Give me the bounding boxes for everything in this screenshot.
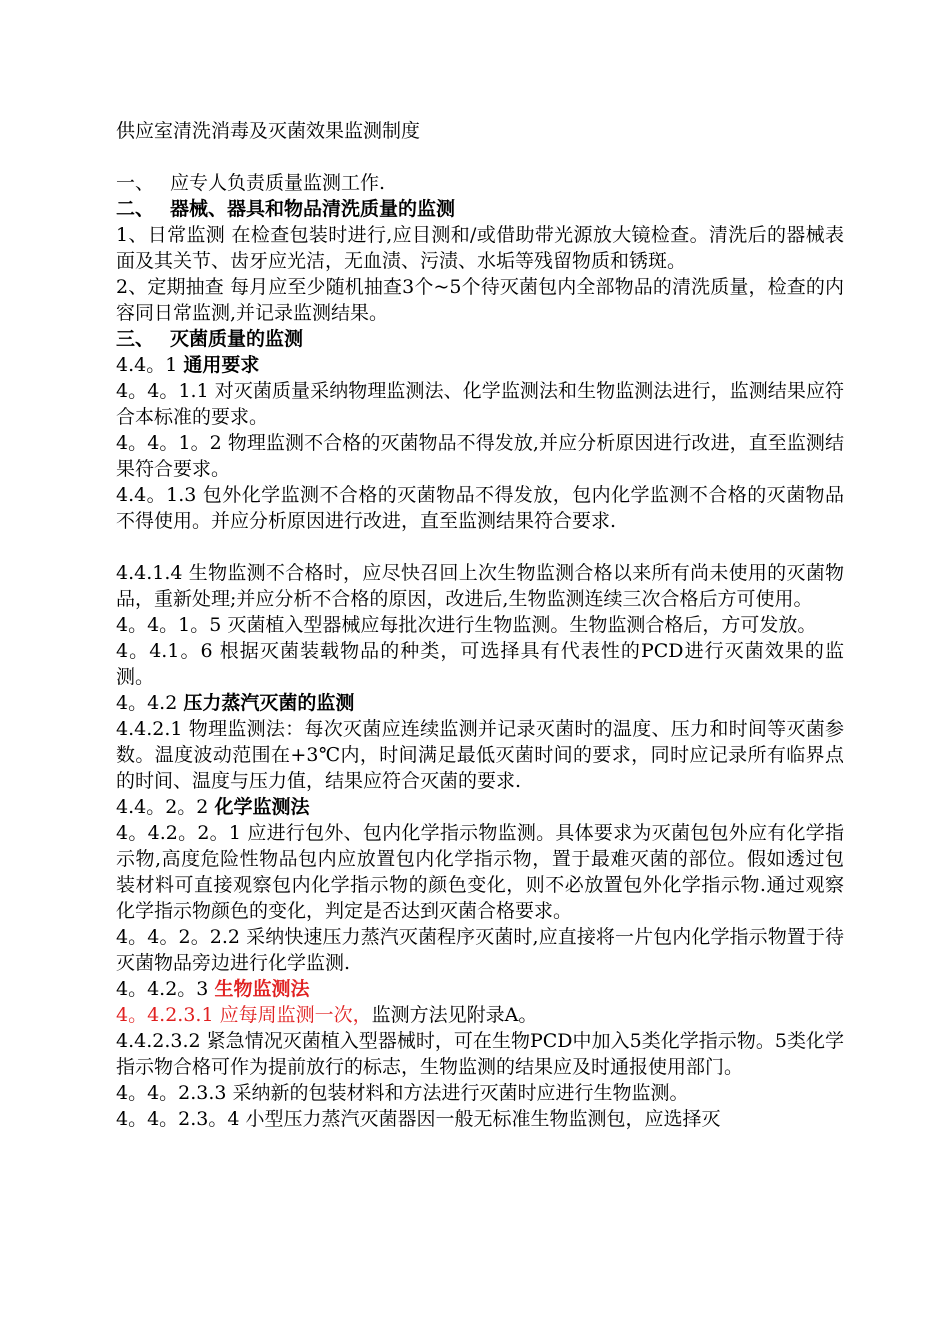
section-1-text: 应专人负责质量监测工作. bbox=[170, 172, 386, 194]
section-1 bbox=[116, 170, 844, 196]
section-2-heading bbox=[116, 196, 844, 222]
document-title: 供应室清洗消毒及灭菌效果监测制度 bbox=[116, 120, 421, 142]
heading-4-4-2-3 bbox=[116, 976, 844, 1002]
document-page bbox=[116, 118, 844, 1132]
section-2-text: 器械、器具和物品清洗质量的监测 bbox=[170, 198, 456, 220]
paragraph-4-4-2-3-2: 4.4.2.3.2 紧急情况灭菌植入型器械时，可在生物PCD中加入5类化学指示物。5类化学指示物合格可作为提前放行的标志，生物监测的结果应及时通报使用部门。 bbox=[116, 1030, 844, 1078]
paragraph-4-4-2-3-1 bbox=[116, 1002, 844, 1028]
paragraph-periodic-check: 2、定期抽查 每月应至少随机抽查3个~5个待灭菌包内全部物品的清洗质量，检查的内容同日常监测,并记录监测结果。 bbox=[116, 276, 844, 324]
heading-4-4-2-text: 压力蒸汽灭菌的监测 bbox=[183, 692, 355, 714]
paragraph-4-4-1-1: 4。4。1.1 对灭菌质量采纳物理监测法、化学监测法和生物监测法进行，监测结果应符合本标准的要求。 bbox=[116, 380, 844, 428]
heading-4-4-2-3-text: 生物监测法 bbox=[214, 978, 310, 1000]
heading-4-4-2-number: 4。4.2 bbox=[116, 692, 184, 714]
section-3-number: 三、 bbox=[116, 328, 155, 350]
paragraph-4-4-2-2-1: 4。4.2。2。1 应进行包外、包内化学指示物监测。具体要求为灭菌包包外应有化学指示物,高度危险性物品包内应放置包内化学指示物，置于最难灭菌的部位。假如透过包装材料可直接观察包内化学指示物的颜色变化，则不必放置包外化学指示物.通过观察化学指示物颜色的变化，判定是否达到灭菌合格要求。 bbox=[116, 822, 844, 922]
heading-4-4-1-number: 4.4。1 bbox=[116, 354, 184, 376]
heading-4-4-2-2-text: 化学监测法 bbox=[214, 796, 310, 818]
paragraph-daily-monitoring: 1、日常监测 在检查包装时进行,应目测和/或借助带光源放大镜检查。清洗后的器械表面及其关节、齿牙应光洁，无血渍、污渍、水垢等残留物质和锈斑。 bbox=[116, 224, 844, 272]
paragraph-4-4-1-6: 4。4.1。6 根据灭菌装载物品的种类，可选择具有代表性的PCD进行灭菌效果的监测。 bbox=[116, 640, 844, 688]
heading-4-4-1-text: 通用要求 bbox=[183, 354, 260, 376]
section-3-text: 灭菌质量的监测 bbox=[170, 328, 304, 350]
paragraph-4-4-1-4: 4.4.1.4 生物监测不合格时，应尽快召回上次生物监测合格以来所有尚未使用的灭菌物品，重新处理;并应分析不合格的原因，改进后,生物监测连续三次合格后方可使用。 bbox=[116, 562, 844, 610]
paragraph-4-4-2-3-3: 4。4。2.3.3 采纳新的包装材料和方法进行灭菌时应进行生物监测。 bbox=[116, 1082, 689, 1104]
paragraph-4-4-2-3-1-rest: 监测方法见附录A。 bbox=[371, 1004, 538, 1026]
section-2-number: 二、 bbox=[116, 198, 155, 220]
paragraph-4-4-1-5: 4。4。1。5 灭菌植入型器械应每批次进行生物监测。生物监测合格后，方可发放。 bbox=[116, 614, 817, 636]
section-1-number: 一、 bbox=[116, 172, 155, 194]
heading-4-4-2-2-number: 4.4。2。2 bbox=[116, 796, 215, 818]
paragraph-4-4-2-3-1-highlight: 4。4.2.3.1 应每周监测一次， bbox=[116, 1004, 372, 1026]
blank-line bbox=[116, 534, 844, 560]
heading-4-4-2-3-number: 4。4.2。3 bbox=[116, 978, 215, 1000]
paragraph-4-4-1-2: 4。4。1。2 物理监测不合格的灭菌物品不得发放,并应分析原因进行改进，直至监测结果符合要求。 bbox=[116, 432, 844, 480]
paragraph-4-4-2-2-2: 4。4。2。2.2 采纳快速压力蒸汽灭菌程序灭菌时,应直接将一片包内化学指示物置于待灭菌物品旁边进行化学监测. bbox=[116, 926, 844, 974]
heading-4-4-2-2 bbox=[116, 794, 844, 820]
heading-4-4-1 bbox=[116, 352, 844, 378]
heading-4-4-2 bbox=[116, 690, 844, 716]
paragraph-4-4-2-1: 4.4.2.1 物理监测法：每次灭菌应连续监测并记录灭菌时的温度、压力和时间等灭菌参数。温度波动范围在+3℃内，时间满足最低灭菌时间的要求，同时应记录所有临界点的时间、温度与压力值，结果应符合灭菌的要求. bbox=[116, 718, 844, 792]
section-3-heading bbox=[116, 326, 844, 352]
paragraph-4-4-2-3-4: 4。4。2.3。4 小型压力蒸汽灭菌器因一般无标准生物监测包，应选择灭 bbox=[116, 1108, 721, 1130]
paragraph-4-4-1-3: 4.4。1.3 包外化学监测不合格的灭菌物品不得发放，包内化学监测不合格的灭菌物品不得使用。并应分析原因进行改进，直至监测结果符合要求. bbox=[116, 484, 844, 532]
